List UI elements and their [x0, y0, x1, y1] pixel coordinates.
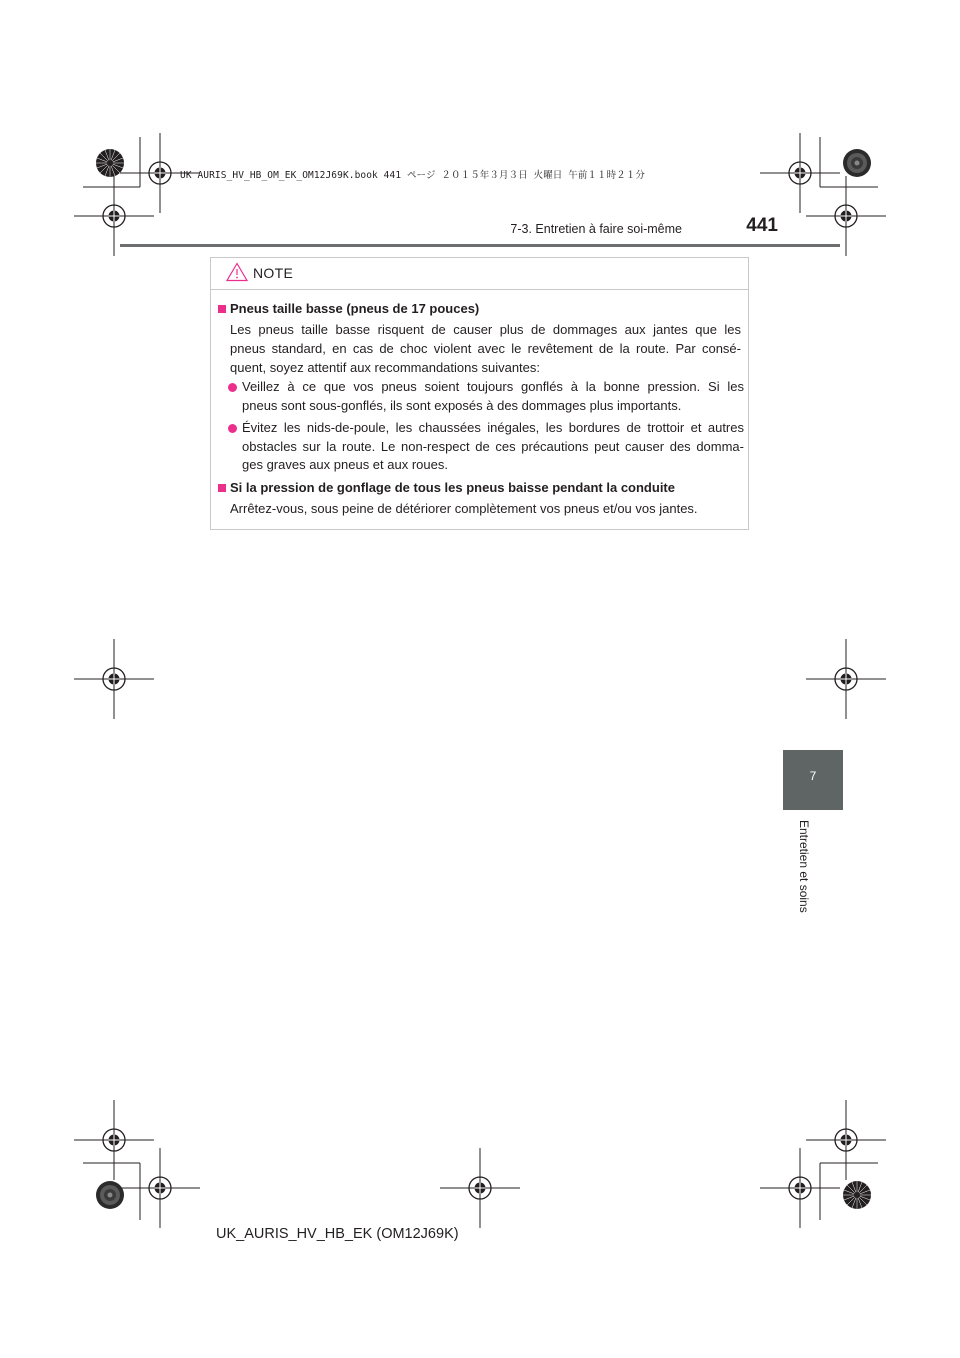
- crosshair-icon: [120, 1148, 200, 1228]
- section-title: 7-3. Entretien à faire soi-même: [510, 222, 682, 236]
- crosshair-icon: [760, 1148, 840, 1228]
- grey-disc-icon: [96, 1181, 124, 1209]
- paragraph-line: quent, soyez attentif aux recommandations suivantes:: [230, 360, 541, 375]
- crosshair-icon: [74, 639, 154, 719]
- section-heading: Si la pression de gonflage de tous les pneus baisse pendant la conduite: [230, 480, 675, 495]
- paragraph-line: Les pneus taille basse risquent de causer plus de dommages aux jantes que les: [230, 322, 741, 337]
- crosshair-icon: [74, 1100, 154, 1180]
- bullet-line: obstacles sur la route. Le non-respect de ces précautions peut causer des domma-: [242, 439, 744, 454]
- bullet-line: Évitez les nids-de-poule, les chaussées inégales, les bordures de trottoir et autres: [242, 420, 744, 435]
- note-title: NOTE: [253, 265, 294, 281]
- crosshair-icon: [806, 1100, 886, 1180]
- warning-triangle-icon: [226, 262, 248, 282]
- page-number: 441: [746, 215, 778, 236]
- chapter-label: Entretien et soins: [797, 820, 811, 913]
- crosshair-icon: [806, 639, 886, 719]
- paragraph-line: pneus standard, en cas de choc violent avec le revêtement de la route. Par consé-: [230, 341, 741, 356]
- crosshair-icon: [440, 1148, 520, 1228]
- section-marker-icon: [218, 305, 226, 313]
- note-box: [210, 257, 749, 530]
- footer-code: UK_AURIS_HV_HB_EK (OM12J69K): [216, 1226, 459, 1242]
- header-rule: [120, 244, 840, 247]
- bullet-line: pneus sont sous-gonflés, ils sont exposés à des dommages plus importants.: [242, 398, 682, 413]
- print-header: UK AURIS_HV_HB_OM_EK_OM12J69K.book 441 ページ ２０１５年３月３日 火曜日 午前１１時２１分: [180, 170, 646, 181]
- bullet-line: Veillez à ce que vos pneus soient toujours gonflés à la bonne pression. Si les: [242, 379, 744, 394]
- starburst-icon: [96, 149, 124, 177]
- crosshair-icon: [760, 133, 840, 213]
- chapter-number: 7: [809, 769, 817, 783]
- bullet-icon: [228, 383, 237, 392]
- grey-disc-icon: [843, 149, 871, 177]
- bullet-icon: [228, 424, 237, 433]
- section-marker-icon: [218, 484, 226, 492]
- bullet-line: ges graves aux pneus et aux roues.: [242, 457, 448, 472]
- section-heading: Pneus taille basse (pneus de 17 pouces): [230, 301, 480, 316]
- note-header: [211, 258, 748, 290]
- starburst-icon: [843, 1181, 871, 1209]
- paragraph-line: Arrêtez-vous, sous peine de détériorer complètement vos pneus et/ou vos jantes.: [230, 501, 698, 516]
